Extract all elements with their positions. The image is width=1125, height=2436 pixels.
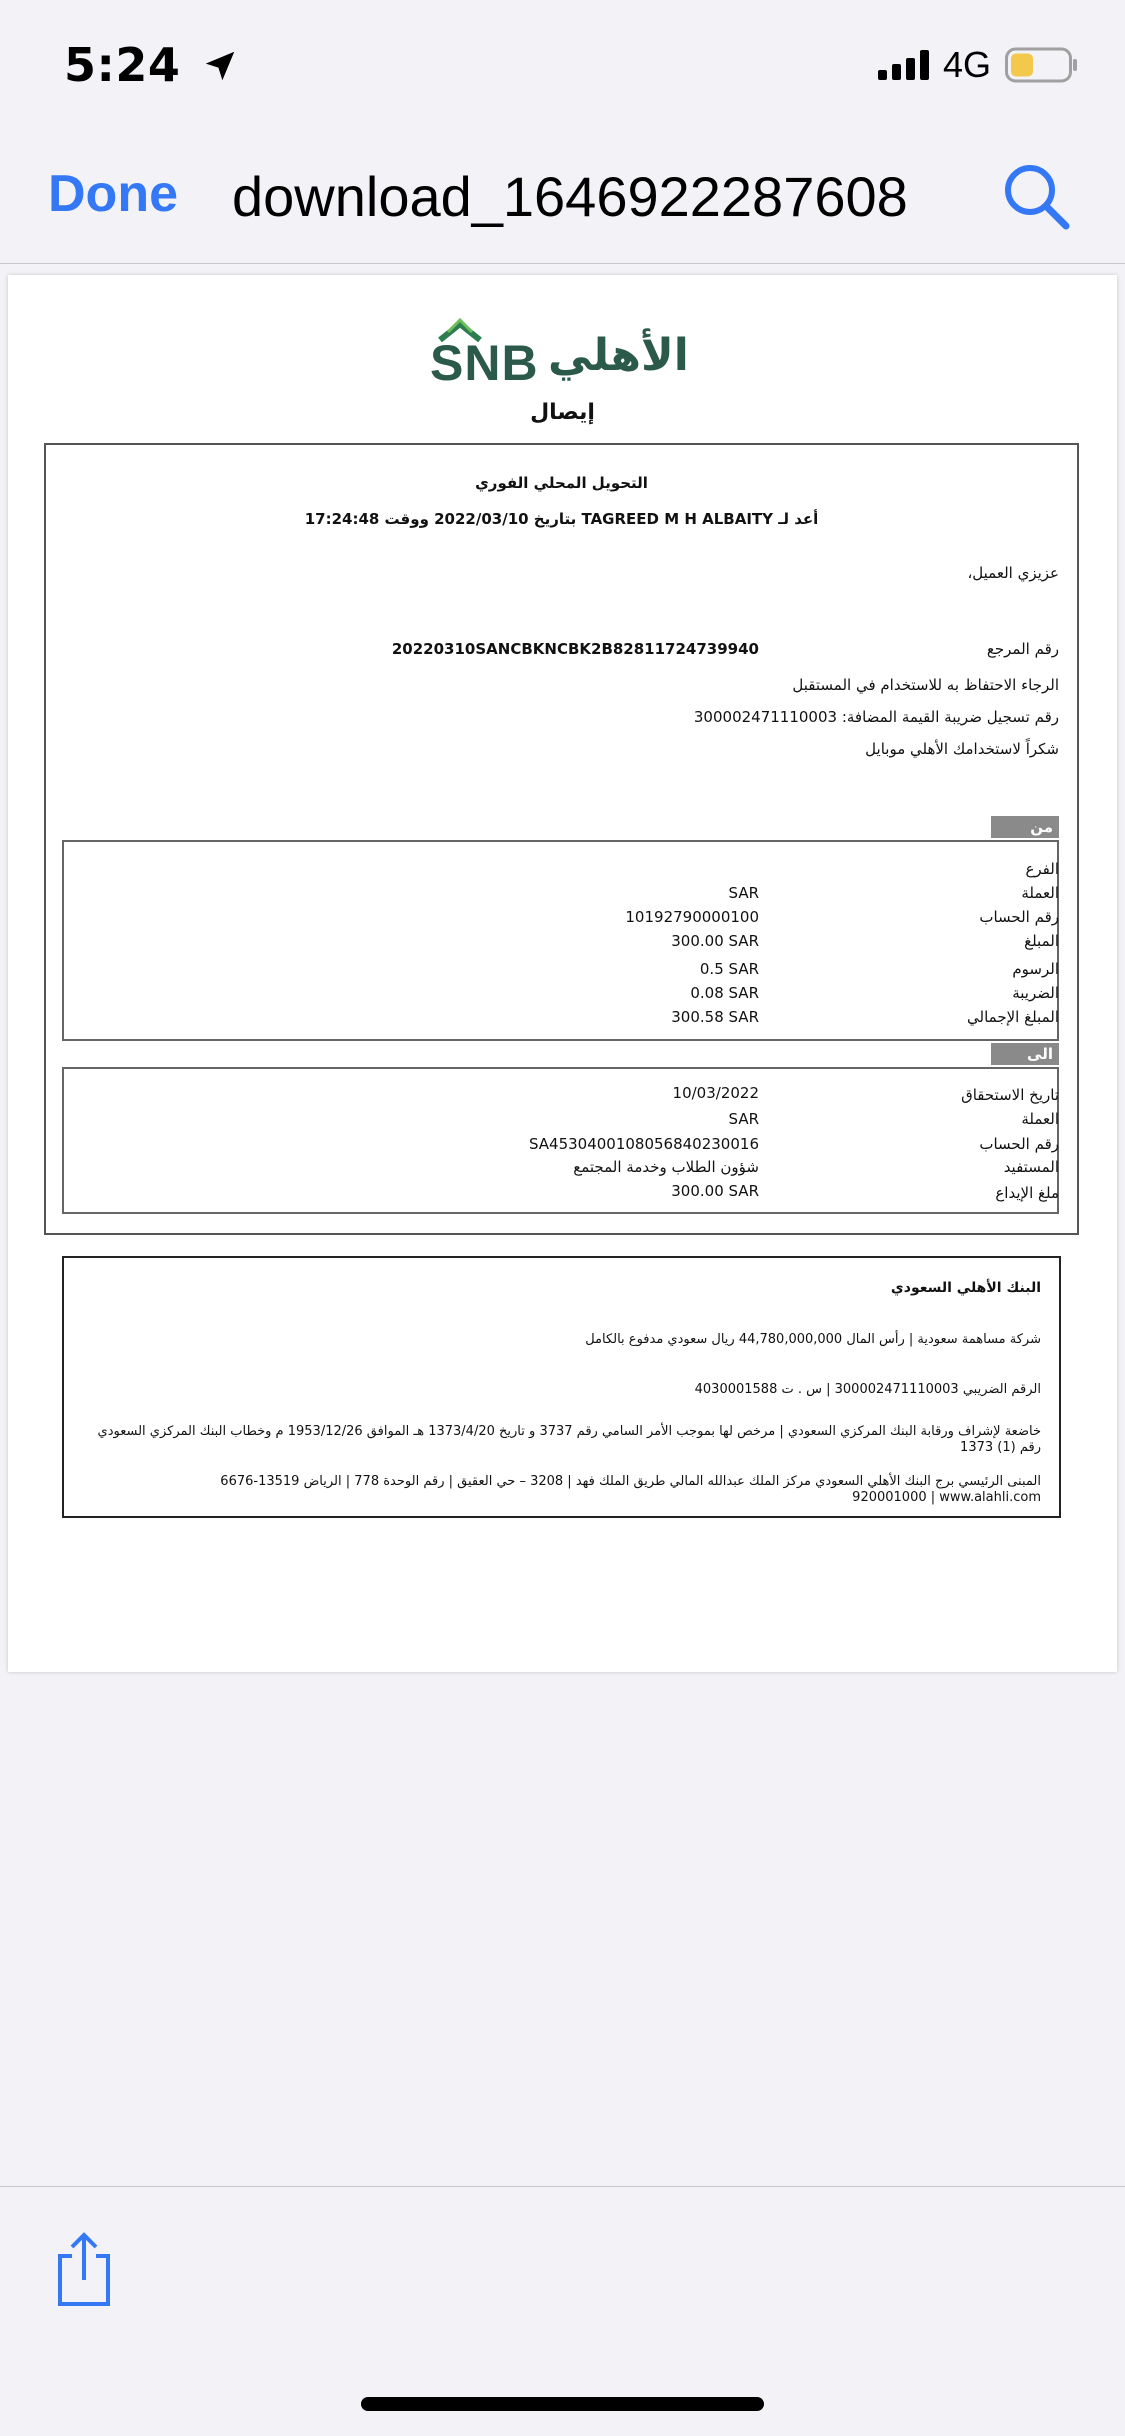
nav-divider bbox=[0, 263, 1125, 264]
status-indicators bbox=[878, 44, 1079, 86]
to-account-label: رقم الحساب bbox=[979, 1135, 1059, 1153]
battery-icon bbox=[1005, 47, 1079, 83]
footer-bank-name: البنك الأهلي السعودي bbox=[890, 1280, 1041, 1296]
reference-label: رقم المرجع bbox=[986, 640, 1059, 658]
to-deposit-value: 300.00 SAR bbox=[671, 1182, 759, 1200]
from-fees-label: الرسوم bbox=[1012, 960, 1059, 978]
to-account-value: SA4530400108056840230016 bbox=[528, 1135, 759, 1153]
from-currency-value: SAR bbox=[728, 884, 759, 902]
transfer-title: التحويل المحلي الفوري bbox=[475, 474, 648, 492]
from-tab: من bbox=[991, 816, 1059, 838]
to-beneficiary-label: المستفيد bbox=[1003, 1158, 1059, 1176]
search-icon bbox=[1000, 160, 1072, 232]
vat-line: رقم تسجيل ضريبة القيمة المضافة: 300002471110003 bbox=[693, 708, 1059, 726]
home-indicator bbox=[361, 2397, 764, 2411]
location-arrow-icon bbox=[201, 47, 239, 85]
to-deposit-label: ملغ الإيداع bbox=[995, 1184, 1059, 1202]
from-branch-label: الفرع bbox=[1025, 860, 1059, 878]
toolbar-divider bbox=[0, 2186, 1125, 2187]
to-due-date-value: 10/03/2022 bbox=[672, 1084, 759, 1102]
keep-note: الرجاء الاحتفاظ به للاستخدام في المستقبل bbox=[792, 676, 1059, 694]
from-amount-label: المبلغ bbox=[1024, 932, 1059, 950]
from-account-value: 10192790000100 bbox=[625, 908, 759, 926]
to-currency-label: العملة bbox=[1021, 1110, 1059, 1128]
to-due-date-label: تاريخ الاستحقاق bbox=[961, 1086, 1059, 1104]
footer-line-4: المبنى الرئيسي برج البنك الأهلي السعودي مركز الملك عبدالله المالي طريق الملك فهد | 3208 – حي العقيق | رقم الوحدة 778 | الرياض 13519-6676 bbox=[220, 1474, 1041, 1489]
footer-line-5: 920001000 | www.alahli.com bbox=[852, 1490, 1041, 1505]
to-tab: الى bbox=[991, 1043, 1059, 1065]
prepared-line: أعد لـ TAGREED M H ALBAITY بتاريخ 2022/03/10 ووقت 17:24:48 bbox=[304, 510, 819, 528]
share-icon bbox=[52, 2230, 116, 2310]
done-button[interactable]: Done bbox=[48, 165, 178, 223]
document-title: download_1646922287608 bbox=[232, 165, 908, 228]
from-currency-label: العملة bbox=[1021, 884, 1059, 902]
to-beneficiary-value: شؤون الطلاب وخدمة المجتمع bbox=[573, 1158, 759, 1176]
from-total-label: المبلغ الإجمالي bbox=[967, 1008, 1059, 1026]
from-fees-value: 0.5 SAR bbox=[699, 960, 759, 978]
logo-arabic: الأهلي bbox=[548, 330, 689, 381]
reference-value: 20220310SANCBKNCBK2B82811724739940 bbox=[391, 640, 759, 658]
from-amount-value: 300.00 SAR bbox=[671, 932, 759, 950]
from-account-label: رقم الحساب bbox=[979, 908, 1059, 926]
search-button[interactable] bbox=[1000, 160, 1072, 236]
network-type: 4G bbox=[942, 44, 991, 85]
greeting: عزيزي العميل، bbox=[967, 564, 1059, 582]
footer-line-3: خاضعة لإشراف ورقابة البنك المركزي السعودي | مرخص لها بموجب الأمر السامي رقم 3737 و تاريخ 1373/4/20 هـ الموافق 1953/12/26 م وخطاب البنك المركزي السعودي رقم (1) 1373 bbox=[97, 1424, 1041, 1455]
thanks-line: شكراً لاستخدامك الأهلي موبايل bbox=[865, 740, 1059, 758]
from-tax-value: 0.08 SAR bbox=[690, 984, 759, 1002]
footer-line-2: الرقم الضريبي 300002471110003 | س . ت 4030001588 bbox=[694, 1382, 1041, 1397]
cellular-signal-icon bbox=[878, 50, 929, 80]
receipt-title: إيصال bbox=[530, 400, 595, 425]
from-total-value: 300.58 SAR bbox=[671, 1008, 759, 1026]
logo-snb: SNB bbox=[430, 335, 539, 391]
from-tax-label: الضريبة bbox=[1012, 984, 1059, 1002]
share-button[interactable] bbox=[52, 2230, 116, 2314]
status-time: 5:24 bbox=[64, 38, 239, 92]
footer-line-1: شركة مساهمة سعودية | رأس المال 44,780,000,000 ريال سعودي مدفوع بالكامل bbox=[585, 1332, 1041, 1347]
to-currency-value: SAR bbox=[728, 1110, 759, 1128]
from-box bbox=[62, 840, 1059, 1041]
